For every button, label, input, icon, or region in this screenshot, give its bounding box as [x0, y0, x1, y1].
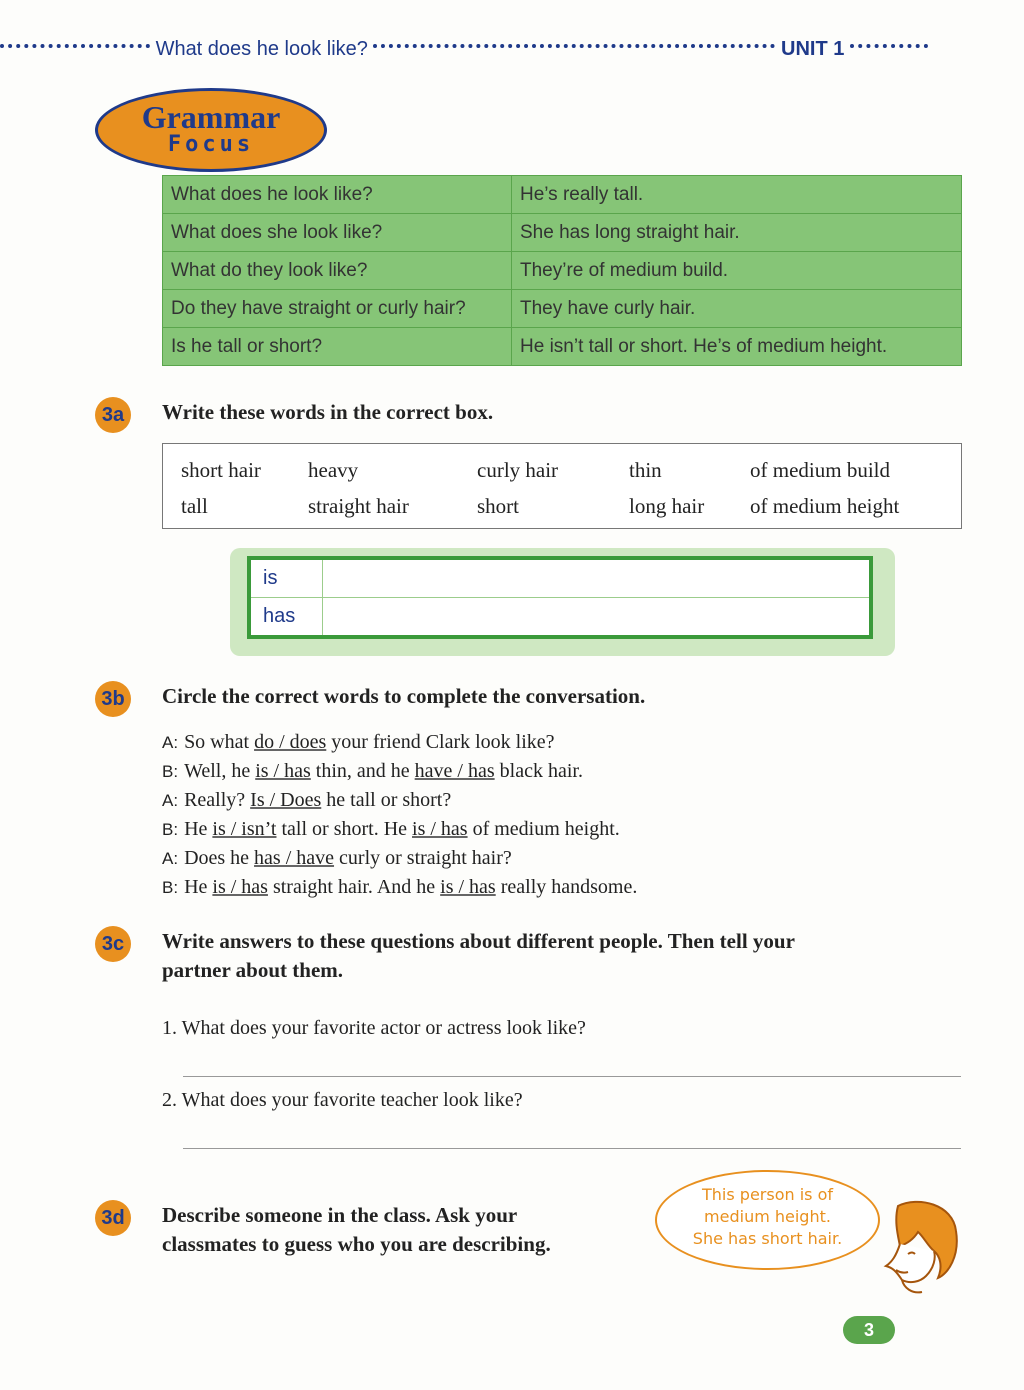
conversation-line: [162, 847, 512, 870]
table-row: [163, 290, 962, 328]
section-number-3c: 3c: [95, 926, 131, 962]
badge-word-grammar: Grammar: [141, 99, 281, 135]
line-text: Does he: [184, 847, 255, 869]
table-row: [163, 176, 962, 214]
is-row[interactable]: [251, 560, 869, 598]
question-cell: What does she look like?: [163, 214, 512, 252]
conversation-line: [162, 731, 555, 754]
answer-cell: They’re of medium build.: [512, 252, 962, 290]
question-cell: What does he look like?: [163, 176, 512, 214]
word-item: tall: [181, 494, 208, 518]
instruction-3d-line1: Describe someone in the class. Ask your: [162, 1203, 518, 1227]
answer-line-2[interactable]: [183, 1148, 961, 1149]
conversation-line: [162, 789, 451, 812]
line-text: He: [184, 818, 213, 840]
word-item: thin: [629, 458, 662, 482]
bubble-line: She has short hair.: [692, 1229, 843, 1248]
answer-cell: They have curly hair.: [512, 290, 962, 328]
page-number: 3: [843, 1316, 895, 1344]
line-text: Really?: [184, 789, 251, 811]
speaker: B:: [162, 820, 179, 839]
section-number-3b: 3b: [95, 681, 131, 717]
dotted-rule: [850, 44, 928, 48]
running-header: [0, 38, 960, 68]
word-item: short: [477, 494, 519, 518]
instruction-3c-line1: Write answers to these questions about different people. Then tell your: [162, 929, 795, 953]
choice-option[interactable]: do / does: [254, 731, 327, 753]
choice-option[interactable]: Is / Does: [250, 789, 322, 811]
word-box: [162, 443, 962, 529]
bubble-line: This person is of: [702, 1185, 833, 1204]
question-cell: What do they look like?: [163, 252, 512, 290]
instruction-3b: Circle the correct words to complete the conversation.: [162, 684, 646, 708]
has-row-label: has: [251, 598, 323, 635]
line-text: So what: [184, 731, 255, 753]
speaker: A:: [162, 791, 179, 810]
conversation-line: [162, 760, 583, 783]
dotted-rule: [373, 44, 775, 48]
word-item: long hair: [629, 494, 705, 518]
line-text: curly or straight hair?: [334, 847, 512, 869]
instruction-3c-line2: partner about them.: [162, 958, 344, 982]
header-title: What does he look like?: [155, 38, 368, 60]
cartoon-girl-illustration: [868, 1196, 962, 1296]
word-item: short hair: [181, 458, 261, 482]
bubble-line: medium height.: [704, 1207, 831, 1226]
answer-cell: He’s really tall.: [512, 176, 962, 214]
word-item: curly hair: [477, 458, 559, 482]
speaker: B:: [162, 762, 179, 781]
line-text: black hair.: [494, 760, 583, 782]
line-text: tall or short. He: [276, 818, 413, 840]
answer-line-1[interactable]: [183, 1076, 961, 1077]
unit-label: UNIT 1: [781, 38, 845, 60]
dotted-rule: [0, 44, 150, 48]
speech-bubble: [655, 1170, 880, 1270]
choice-option[interactable]: is / has: [255, 760, 311, 782]
word-item: straight hair: [308, 494, 409, 518]
section-number-3a: 3a: [95, 397, 131, 433]
line-text: he tall or short?: [321, 789, 452, 811]
speaker: A:: [162, 733, 179, 752]
choice-option[interactable]: is / isn’t: [212, 818, 277, 840]
choice-option[interactable]: is / has: [412, 818, 468, 840]
speaker: B:: [162, 878, 179, 897]
conversation-line: [162, 818, 620, 841]
line-text: He: [184, 876, 213, 898]
choice-option[interactable]: is / has: [212, 876, 268, 898]
line-text: Well, he: [184, 760, 256, 782]
line-text: your friend Clark look like?: [326, 731, 555, 753]
speaker: A:: [162, 849, 179, 868]
is-has-table: [247, 556, 873, 639]
conversation-line: [162, 876, 637, 899]
line-text: of medium height.: [467, 818, 620, 840]
table-row: [163, 214, 962, 252]
grammar-table: [162, 175, 962, 366]
question-1: 1. What does your favorite actor or actress look like?: [162, 1017, 586, 1039]
question-cell: Is he tall or short?: [163, 328, 512, 366]
answer-cell: She has long straight hair.: [512, 214, 962, 252]
question-cell: Do they have straight or curly hair?: [163, 290, 512, 328]
line-text: straight hair. And he: [267, 876, 441, 898]
word-item: of medium build: [750, 458, 890, 482]
choice-option[interactable]: has / have: [254, 847, 335, 869]
line-text: thin, and he: [310, 760, 415, 782]
badge-word-focus: Focus: [167, 132, 255, 157]
has-row[interactable]: [251, 598, 869, 635]
section-number-3d: 3d: [95, 1200, 131, 1236]
grammar-focus-badge: [95, 88, 327, 172]
table-row: [163, 328, 962, 366]
word-item: of medium height: [750, 494, 900, 518]
choice-option[interactable]: have / has: [414, 760, 495, 782]
choice-option[interactable]: is / has: [440, 876, 496, 898]
word-item: heavy: [308, 458, 359, 482]
question-2: 2. What does your favorite teacher look like?: [162, 1089, 523, 1111]
instruction-3a: Write these words in the correct box.: [162, 400, 494, 424]
line-text: really handsome.: [495, 876, 638, 898]
table-row: [163, 252, 962, 290]
answer-cell: He isn’t tall or short. He’s of medium height.: [512, 328, 962, 366]
is-row-label: is: [251, 560, 323, 597]
instruction-3d-line2: classmates to guess who you are describing.: [162, 1232, 551, 1256]
